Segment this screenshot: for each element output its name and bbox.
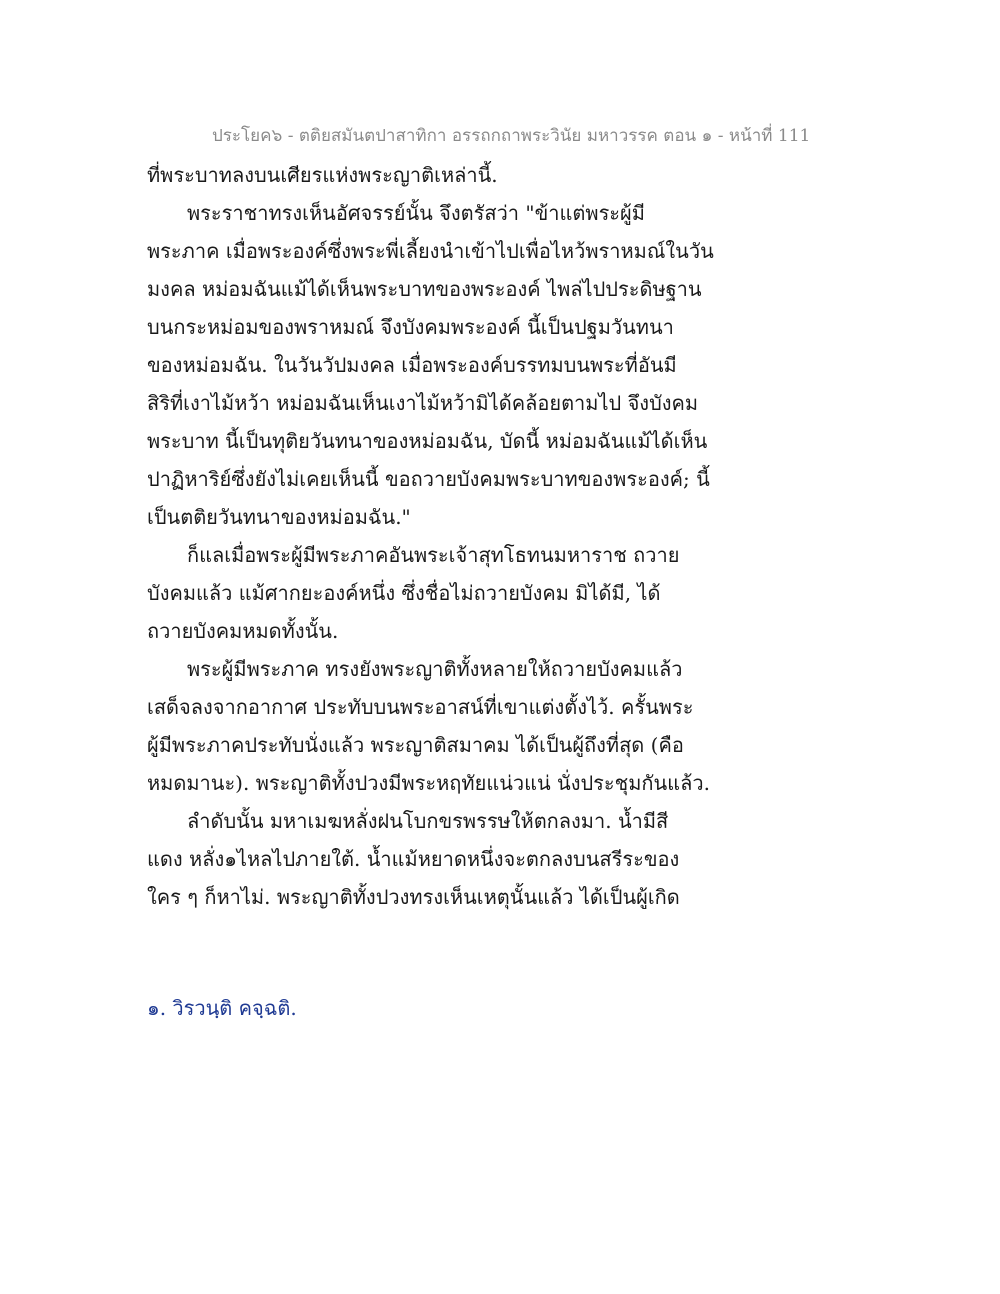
text-line: ถวายบังคมหมดทั้งนั้น. <box>147 619 339 643</box>
text-line: สิริที่เงาไม้หว้า หม่อมฉันเห็นเงาไม้หว้ามิได้คล้อยตามไป จึงบังคม <box>147 391 699 415</box>
text-line: พระผู้มีพระภาค ทรงยังพระญาติทั้งหลายให้ถวายบังคมแล้ว <box>187 657 683 681</box>
text-line: พระบาท นี้เป็นทุติยวันทนาของหม่อมฉัน, บัดนี้ หม่อมฉันแม้ได้เห็น <box>147 429 708 453</box>
text-line: พระราชาทรงเห็นอัศจรรย์นั้น จึงตรัสว่า "ข้าแต่พระผู้มี <box>187 201 645 225</box>
text-line: ผู้มีพระภาคประทับนั่งแล้ว พระญาติสมาคม ได้เป็นผู้ถึงที่สุด (คือ <box>147 733 684 757</box>
text-line: มงคล หม่อมฉันแม้ได้เห็นพระบาทของพระองค์ ไพล่ไปประดิษฐาน <box>147 277 702 301</box>
text-line: บนกระหม่อมของพราหมณ์ จึงบังคมพระองค์ นี้เป็นปฐมวันทนา <box>147 315 674 339</box>
text-line: เป็นตติยวันทนาของหม่อมฉัน." <box>147 505 411 529</box>
body-text <box>147 156 714 916</box>
text-line: ที่พระบาทลงบนเศียรแห่งพระญาติเหล่านี้. <box>147 163 498 187</box>
text-line: ก็แลเมื่อพระผู้มีพระภาคอันพระเจ้าสุทโธทนมหาราช ถวาย <box>187 543 680 567</box>
text-line: ปาฏิหาริย์ซึ่งยังไม่เคยเห็นนี้ ขอถวายบังคมพระบาทของพระองค์; นี้ <box>147 467 710 491</box>
text-line: ใคร ๆ ก็หาไม่. พระญาติทั้งปวงทรงเห็นเหตุนั้นแล้ว ได้เป็นผู้เกิด <box>147 885 680 909</box>
text-line: แดง หลั่ง๑ไหลไปภายใต้. น้ำแม้หยาดหนึ่งจะตกลงบนสรีระของ <box>147 847 680 871</box>
text-line: หมดมานะ). พระญาติทั้งปวงมีพระหฤทัยแน่วแน่ นั่งประชุมกันแล้ว. <box>147 771 710 795</box>
text-line: ของหม่อมฉัน. ในวันวัปมงคล เมื่อพระองค์บรรทมบนพระที่อันมี <box>147 353 677 377</box>
text-line: เสด็จลงจากอากาศ ประทับบนพระอาสน์ที่เขาแต่งตั้งไว้. ครั้นพระ <box>147 695 694 719</box>
text-line: ลำดับนั้น มหาเมฆหลั่งฝนโบกขรพรรษให้ตกลงมา. น้ำมีสี <box>187 809 669 833</box>
running-header: ประโยค๖ - ตติยสมันตปาสาทิกา อรรถกถาพระวินัย มหาวรรค ตอน ๑ - หน้าที่ 111 <box>212 126 811 146</box>
text-line: บังคมแล้ว แม้ศากยะองค์หนึ่ง ซึ่งชื่อไม่ถวายบังคม มิได้มี, ได้ <box>147 581 661 605</box>
footnote: ๑. วิรวนฺติ คจฺฉติ. <box>147 996 297 1020</box>
text-line: พระภาค เมื่อพระองค์ซึ่งพระพี่เลี้ยงนำเข้าไปเพื่อไหว้พราหมณ์ในวัน <box>147 239 714 263</box>
